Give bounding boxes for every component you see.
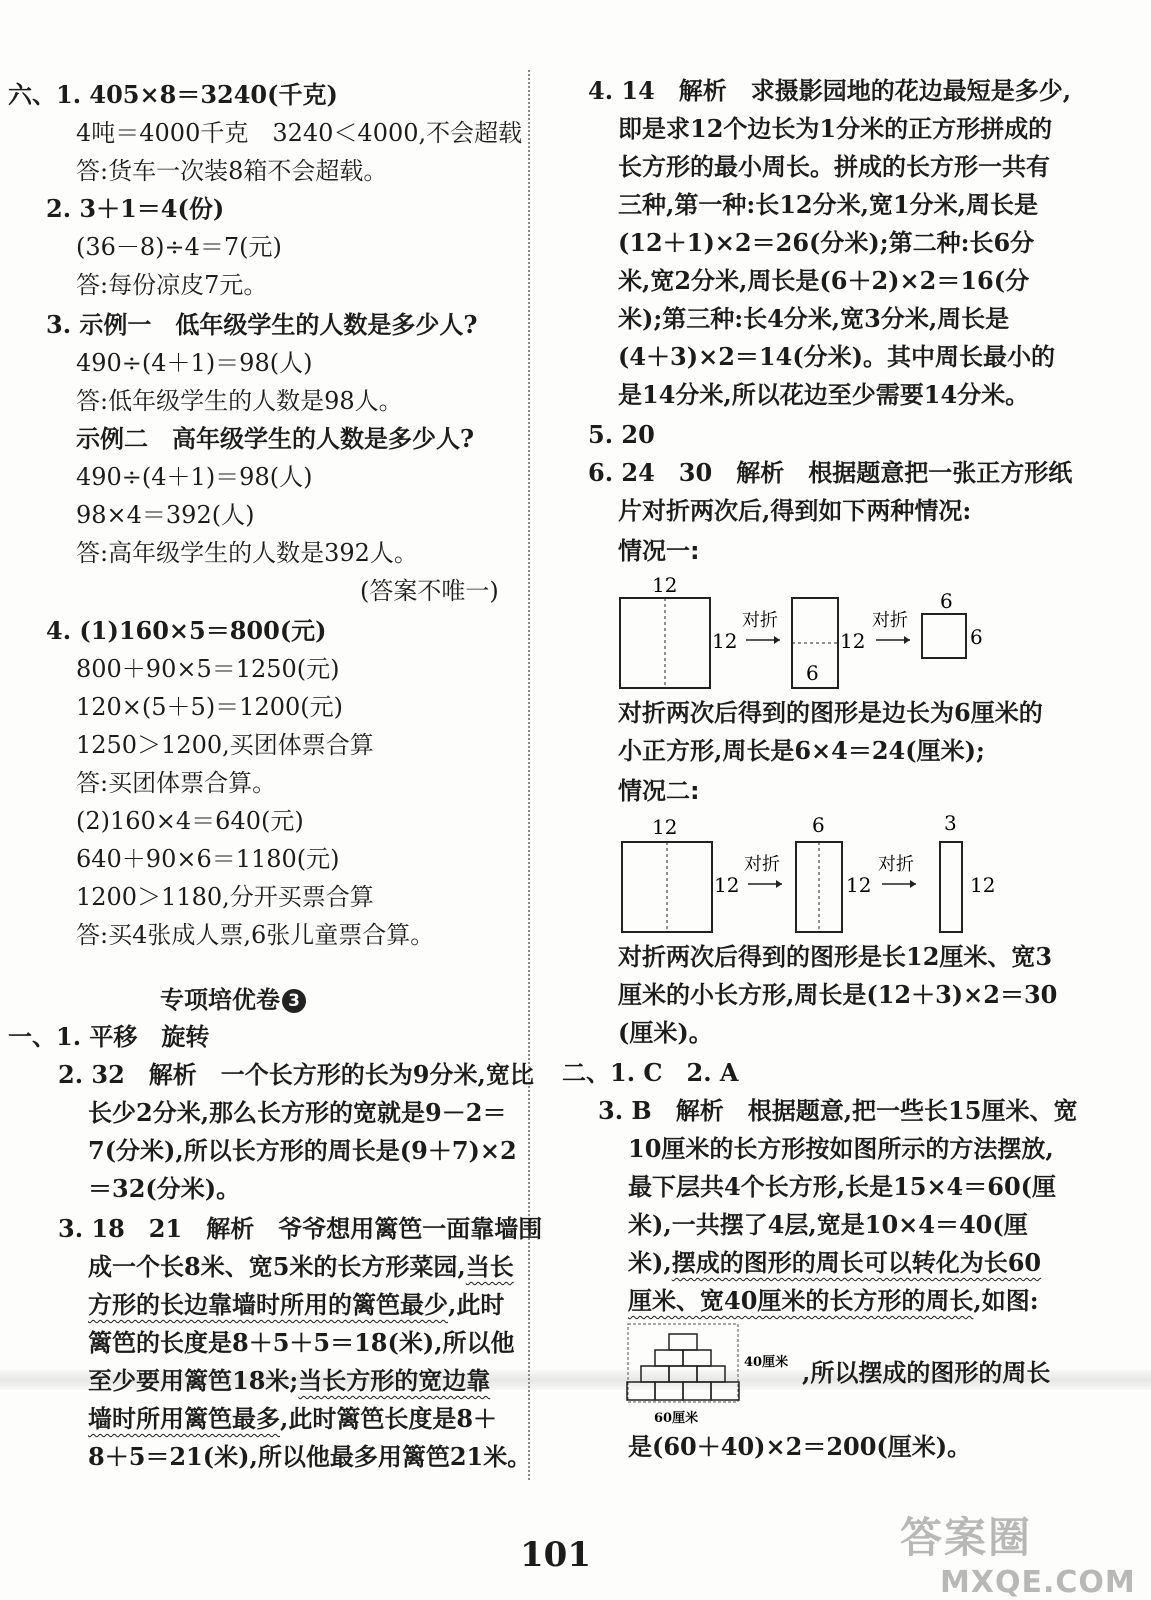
answer-6-line-2: 片对折两次后,得到如下两种情况: bbox=[618, 496, 972, 525]
bricks bbox=[627, 1334, 739, 1400]
answer-2-1-2: 二、1. C 2. A bbox=[562, 1058, 739, 1087]
column-divider bbox=[528, 70, 530, 1480]
height-label: 40厘米 bbox=[744, 1355, 789, 1370]
answer-6-3-line-2: 490÷(4＋1)＝98(人) bbox=[76, 349, 313, 377]
answer-2-3-line-5: 米),摆成的图形的周长可以转化为长60 bbox=[628, 1248, 1042, 1277]
answer-6-4-line-2: 800＋90×5＝1250(元) bbox=[76, 655, 340, 683]
answer-6-4-line-1: 4. (1)160×5＝800(元) bbox=[46, 616, 327, 645]
answer-1-3-line-1: 3. 18 21 解析 爷爷想用篱笆一面靠墙围 bbox=[58, 1214, 543, 1243]
answer-1-3-line-5: 至少要用篱笆18米;当长方形的宽边靠 bbox=[88, 1366, 491, 1395]
watermark-logo: 答案圈 MXQE.COM bbox=[900, 1513, 1136, 1600]
answer-6-1-line-2: 4吨＝4000千克 3240＜4000,不会超载 bbox=[76, 119, 523, 147]
dim-label: 12 bbox=[846, 873, 872, 897]
answer-6-4-line-5: 答:买团体票合算。 bbox=[76, 769, 277, 797]
answer-1-3-line-7: 8＋5＝21(米),所以他最多用篱笆21米。 bbox=[88, 1442, 532, 1471]
answer-4-line-6: 米,宽2分米,周长是(6＋2)×2＝16(分 bbox=[618, 266, 1030, 295]
answer-6-1-line-1: 六、1. 405×8＝3240(千克) bbox=[8, 80, 338, 109]
case-one-title: 情况一: bbox=[618, 537, 700, 565]
case-two-text-3: (厘米)。 bbox=[618, 1018, 713, 1047]
answer-1-2-line-1: 2. 32 解析 一个长方形的长为9分米,宽比 bbox=[58, 1060, 534, 1089]
answer-6-4-line-8: 1200＞1180,分开买票合算 bbox=[76, 883, 374, 911]
section-title: 专项培优卷 3 bbox=[160, 980, 306, 1015]
answer-6-4-line-7: 640＋90×6＝1180(元) bbox=[76, 845, 340, 873]
underlined-phrase: 当长方形的宽边靠 bbox=[298, 1366, 491, 1395]
page-number: 101 bbox=[520, 1535, 591, 1575]
underlined-phrase: 墙时所用篱笆最多 bbox=[88, 1404, 280, 1433]
answer-6-4-line-3: 120×(5＋5)＝1200(元) bbox=[76, 693, 343, 721]
answer-4-line-3: 长方形的最小周长。拼成的长方形一共有 bbox=[618, 152, 1050, 181]
dim-label: 12 bbox=[970, 873, 996, 897]
dim-label: 12 bbox=[714, 873, 740, 897]
dim-label: 3 bbox=[944, 811, 957, 835]
dim-label: 6 bbox=[806, 661, 819, 685]
answer-1-3-line-6: 墙时所用篱笆最多,此时篱笆长度是8＋ bbox=[88, 1404, 498, 1433]
case-one-text-1: 对折两次后得到的图形是边长为6厘米的 bbox=[618, 698, 1043, 727]
section-number-badge: 3 bbox=[282, 989, 306, 1013]
answer-6-3-line-4: 示例二 高年级学生的人数是多少人? bbox=[76, 424, 475, 453]
answer-1-2-line-3: 7(分米),所以长方形的周长是(9＋7)×2 bbox=[88, 1136, 517, 1165]
answer-2-3-line-7: ,所以摆成的图形的周长 bbox=[802, 1358, 1051, 1387]
answer-2-3-line-4: 米),一共摆了4层,宽是10×4＝40(厘 bbox=[628, 1210, 1028, 1239]
underlined-phrase: 方形的长边靠墙时所用的篱笆最少 bbox=[88, 1290, 448, 1319]
dim-label: 12 bbox=[652, 815, 678, 839]
answer-6-3-line-6: 98×4＝392(人) bbox=[76, 501, 255, 529]
arrow-head bbox=[904, 636, 910, 644]
answer-6-2-line-2: (36－8)÷4＝7(元) bbox=[76, 233, 282, 261]
case-two-text-2: 厘米的小长方形,周长是(12＋3)×2＝30 bbox=[618, 980, 1058, 1009]
thin-rect bbox=[940, 842, 962, 932]
answer-6-2-line-1: 2. 3＋1＝4(份) bbox=[46, 194, 225, 223]
answer-6-3-line-5: 490÷(4＋1)＝98(人) bbox=[76, 463, 313, 491]
answer-4-line-9: 是14分米,所以花边至少需要14分米。 bbox=[618, 380, 1030, 409]
answer-2-3-line-8: 是(60＋40)×2＝200(厘米)。 bbox=[628, 1432, 972, 1461]
dim-label: 12 bbox=[712, 629, 738, 653]
answer-6-3-line-3: 答:低年级学生的人数是98人。 bbox=[76, 387, 403, 415]
answer-1-3-line-2: 成一个长8米、宽5米的长方形菜园,当长 bbox=[88, 1252, 514, 1281]
small-square bbox=[922, 614, 966, 658]
brick-stack-diagram bbox=[624, 1322, 814, 1432]
answer-1-3-line-3: 方形的长边靠墙时所用的篱笆最少,此时 bbox=[88, 1290, 505, 1319]
answer-1-1: 一、1. 平移 旋转 bbox=[8, 1022, 210, 1051]
answer-1-2-line-4: ＝32(分米)。 bbox=[88, 1174, 241, 1203]
answer-2-3-line-6: 厘米、宽40厘米的长方形的周长,如图: bbox=[628, 1286, 1039, 1315]
answer-4-line-8: (4＋3)×2＝14(分米)。其中周长最小的 bbox=[618, 342, 1056, 371]
answer-4-line-4: 三种,第一种:长12分米,宽1分米,周长是 bbox=[618, 190, 1039, 219]
answer-6-3-line-1: 3. 示例一 低年级学生的人数是多少人? bbox=[46, 310, 478, 339]
dim-label: 6 bbox=[970, 625, 983, 649]
case-two-title: 情况二: bbox=[618, 777, 700, 805]
underlined-phrase: 摆成的图形的周长可以转化为长60 bbox=[671, 1248, 1042, 1277]
answer-1-3-line-4: 篱笆的长度是8＋5＋5＝18(米),所以他 bbox=[88, 1328, 515, 1357]
answer-1-2-line-2: 长少2分米,那么长方形的宽就是9－2＝ bbox=[88, 1098, 507, 1127]
answer-2-3-line-3: 最下层共4个长方形,长是15×4＝60(厘 bbox=[628, 1172, 1057, 1201]
fold-label: 对折 bbox=[742, 610, 778, 631]
answer-6-line-1: 6. 24 30 解析 根据题意把一张正方形纸 bbox=[588, 458, 1073, 487]
arrow-head bbox=[776, 880, 782, 888]
width-label: 60厘米 bbox=[654, 1411, 699, 1426]
fold-diagram-case-1 bbox=[600, 568, 1020, 698]
answer-6-3-line-7: 答:高年级学生的人数是392人。 bbox=[76, 539, 418, 567]
case-two-text-1: 对折两次后得到的图形是长12厘米、宽3 bbox=[618, 942, 1053, 971]
arrow-head bbox=[910, 880, 916, 888]
answer-4-line-5: (12＋1)×2＝26(分米);第二种:长6分 bbox=[618, 228, 1035, 257]
answer-not-unique-note: (答案不唯一) bbox=[360, 577, 499, 605]
fold-label: 对折 bbox=[744, 854, 780, 875]
dim-label: 6 bbox=[812, 813, 825, 837]
arrow-head bbox=[774, 636, 780, 644]
answer-2-3-line-1: 3. B 解析 根据题意,把一些长15厘米、宽 bbox=[598, 1096, 1078, 1125]
fold-diagram-case-2 bbox=[600, 810, 1020, 940]
fold-label: 对折 bbox=[878, 854, 914, 875]
answer-6-1-line-3: 答:货车一次装8箱不会超载。 bbox=[76, 157, 388, 185]
answer-4-line-1: 4. 14 解析 求摄影园地的花边最短是多少, bbox=[588, 76, 1072, 105]
dim-label: 12 bbox=[652, 573, 678, 597]
dim-label: 12 bbox=[840, 629, 866, 653]
answer-6-2-line-3: 答:每份凉皮7元。 bbox=[76, 271, 268, 299]
answer-6-4-line-9: 答:买4张成人票,6张儿童票合算。 bbox=[76, 921, 435, 949]
answer-6-4-line-4: 1250＞1200,买团体票合算 bbox=[76, 731, 374, 759]
underlined-phrase: 厘米、宽40厘米的长方形的周长 bbox=[628, 1286, 974, 1315]
answer-5: 5. 20 bbox=[588, 420, 655, 449]
case-one-text-2: 小正方形,周长是6×4＝24(厘米); bbox=[618, 736, 985, 765]
answer-6-4-line-6: (2)160×4＝640(元) bbox=[76, 807, 304, 835]
fold-label: 对折 bbox=[872, 610, 908, 631]
answer-4-line-2: 即是求12个边长为1分米的正方形拼成的 bbox=[618, 114, 1053, 143]
underlined-phrase: 当长 bbox=[465, 1252, 514, 1281]
dim-label: 6 bbox=[940, 589, 953, 613]
answer-2-3-line-2: 10厘米的长方形按如图所示的方法摆放, bbox=[628, 1134, 1054, 1163]
answer-4-line-7: 米);第三种:长4分米,宽3分米,周长是 bbox=[618, 304, 1010, 333]
